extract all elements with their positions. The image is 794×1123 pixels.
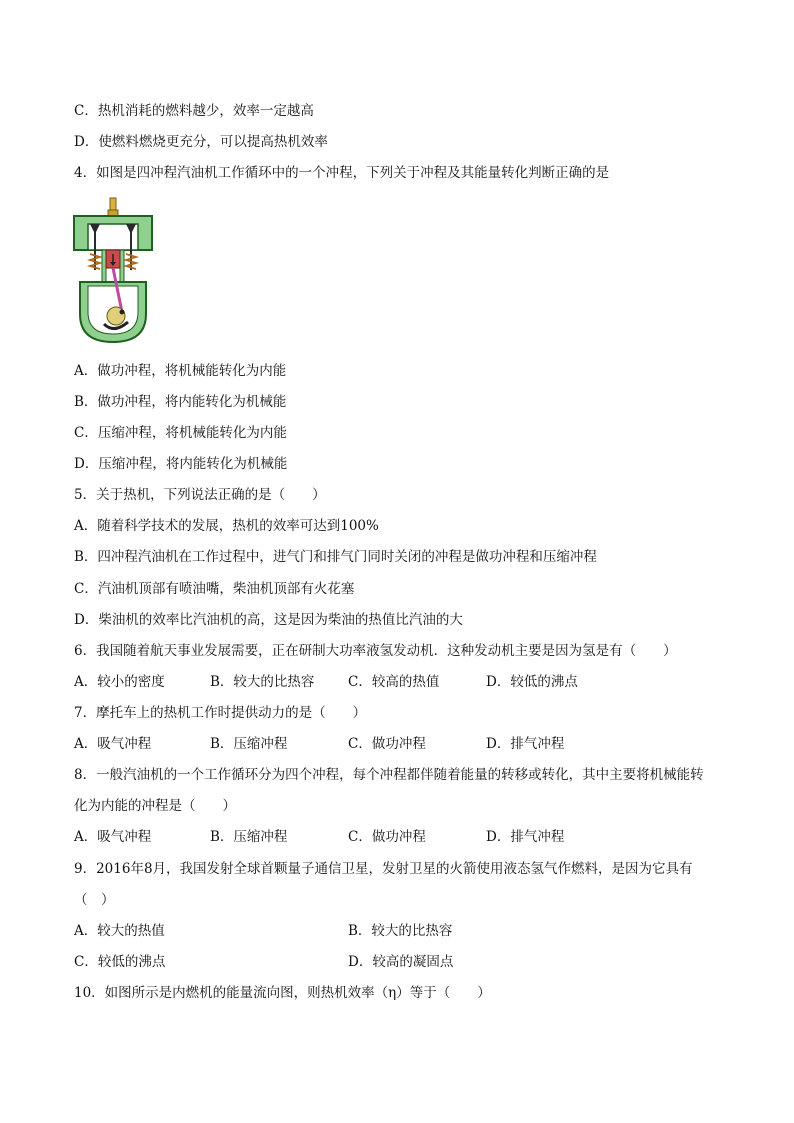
q8-option-c: C．做功冲程 bbox=[348, 829, 426, 845]
q8-option-d: D．排气冲程 bbox=[486, 829, 565, 845]
q5-stem: 5．关于热机，下列说法正确的是（ ） bbox=[74, 487, 326, 503]
q9-option-a: A．较大的热值 bbox=[74, 923, 165, 939]
q6-stem: 6．我国随着航天事业发展需要，正在研制大功率液氢发动机．这种发动机主要是因为氢是有（ ） bbox=[74, 643, 677, 659]
q6-option-a: A．较小的密度 bbox=[74, 674, 165, 690]
q7-stem: 7．摩托车上的热机工作时提供动力的是（ ） bbox=[74, 705, 367, 721]
q7-option-c: C．做功冲程 bbox=[348, 736, 426, 752]
q7-option-d: D．排气冲程 bbox=[486, 736, 565, 752]
q8-stem-line1: 8．一般汽油机的一个工作循环分为四个冲程，每个冲程都伴随着能量的转移或转化，其中主要将机械能转 bbox=[74, 767, 704, 783]
q9-stem-line2: （ ） bbox=[74, 892, 115, 908]
q4-stem: 4．如图是四冲程汽油机工作循环中的一个冲程，下列关于冲程及其能量转化判断正确的是 bbox=[74, 165, 610, 181]
q5-option-b: B．四冲程汽油机在工作过程中，进气门和排气门同时关闭的冲程是做功冲程和压缩冲程 bbox=[74, 549, 597, 565]
q4-option-d: D．压缩冲程，将内能转化为机械能 bbox=[74, 456, 288, 472]
q6-option-b: B．较大的比热容 bbox=[210, 674, 315, 690]
q8-option-a: A．吸气冲程 bbox=[74, 829, 152, 845]
prev-option-c: C．热机消耗的燃料越少，效率一定越高 bbox=[74, 103, 314, 119]
prev-option-d: D．使燃料燃烧更充分，可以提高热机效率 bbox=[74, 134, 328, 150]
q9-option-c: C．较低的沸点 bbox=[74, 954, 166, 970]
q5-option-d: D．柴油机的效率比汽油机的高，这是因为柴油的热值比汽油的大 bbox=[74, 612, 463, 628]
q7-option-a: A．吸气冲程 bbox=[74, 736, 152, 752]
q6-option-d: D．较低的沸点 bbox=[486, 674, 578, 690]
q10-stem: 10．如图所示是内燃机的能量流向图，则热机效率（η）等于（ ） bbox=[74, 985, 491, 1001]
q9-option-d: D．较高的凝固点 bbox=[348, 954, 454, 970]
q6-option-c: C．较高的热值 bbox=[348, 674, 440, 690]
q5-option-c: C．汽油机顶部有喷油嘴，柴油机顶部有火花塞 bbox=[74, 581, 355, 597]
q4-option-c: C．压缩冲程，将机械能转化为内能 bbox=[74, 425, 287, 441]
q8-stem-line2: 化为内能的冲程是（ ） bbox=[74, 798, 236, 814]
q4-option-b: B．做功冲程，将内能转化为机械能 bbox=[74, 394, 287, 410]
q4-option-a: A．做功冲程，将机械能转化为内能 bbox=[74, 363, 287, 379]
q8-option-b: B．压缩冲程 bbox=[210, 829, 288, 845]
q7-option-b: B．压缩冲程 bbox=[210, 736, 288, 752]
q5-option-a: A．随着科学技术的发展，热机的效率可达到100% bbox=[74, 518, 379, 534]
q9-option-b: B．较大的比热容 bbox=[348, 923, 453, 939]
four-stroke-engine-diagram bbox=[70, 196, 156, 344]
q9-stem-line1: 9．2016年8月，我国发射全球首颗量子通信卫星，发射卫星的火箭使用液态氢气作燃料，是因为它具有 bbox=[74, 861, 693, 877]
